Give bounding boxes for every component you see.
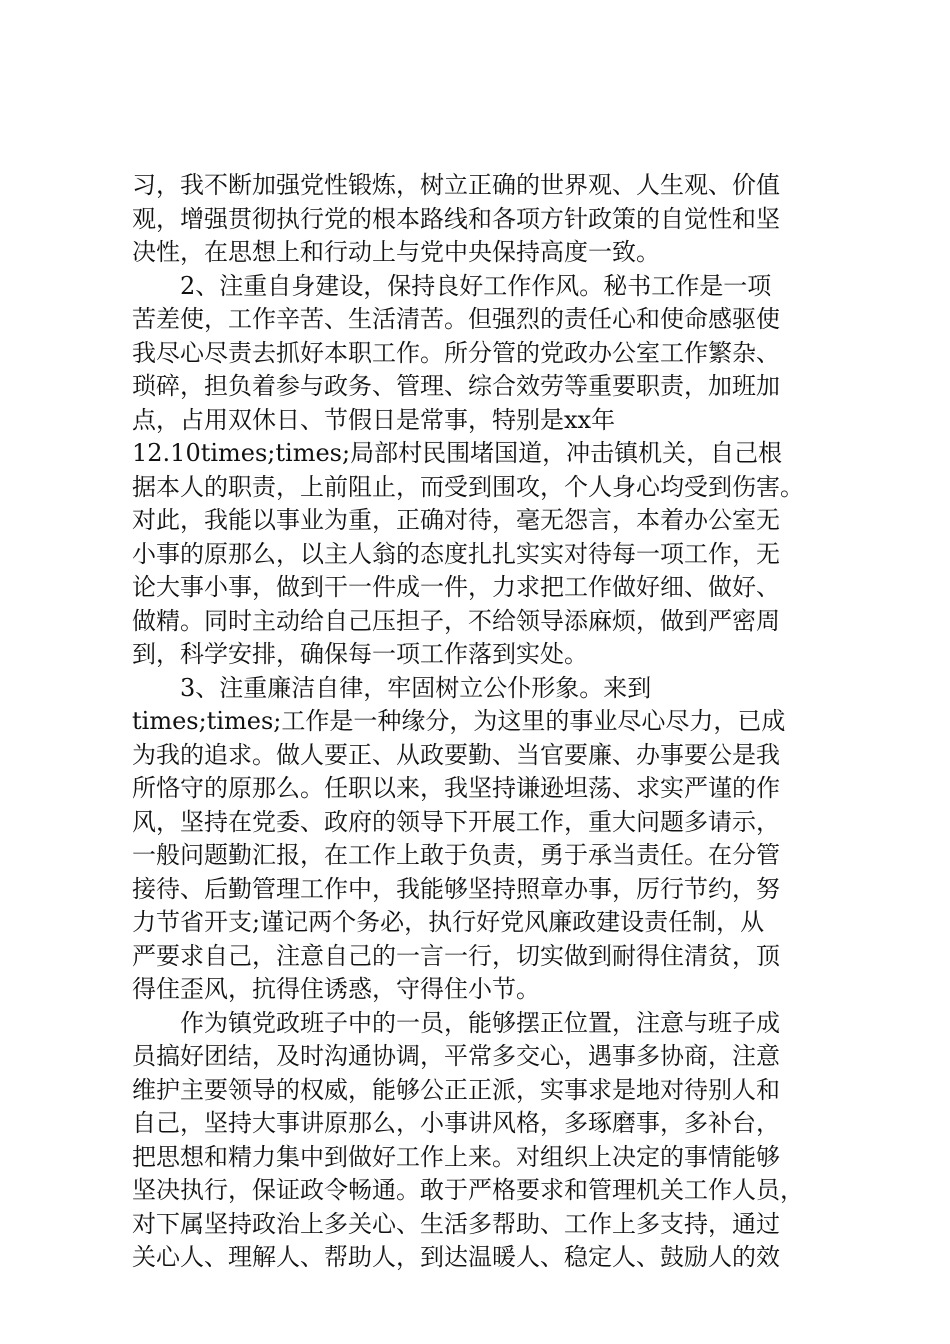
text-line: 为我的追求。做人要正、从政要勤、当官要廉、办事要公是我 bbox=[132, 740, 780, 769]
text-line: 得住歪风，抗得住诱惑，守得住小节。 bbox=[132, 975, 540, 1003]
text-line: 接待、后勤管理工作中，我能够坚持照章办事，厉行节约，努 bbox=[132, 874, 780, 903]
text-line: 自己，坚持大事讲原那么，小事讲风格，多琢磨事，多补台， bbox=[132, 1109, 780, 1137]
text-line: times;times;工作是一种缘分，为这里的事业尽心尽力，已成 bbox=[132, 707, 786, 735]
paragraph-start-line: 2、注重自身建设，保持良好工作作风。秘书工作是一项 bbox=[180, 271, 772, 300]
text-line: 力节省开支;谨记两个务必，执行好党风廉政建设责任制，从 bbox=[132, 908, 765, 936]
text-line: 关心人、理解人、帮助人，到达温暖人、稳定人、鼓励人的效 bbox=[132, 1243, 780, 1271]
text-line: 我尽心尽责去抓好本职工作。所分管的党政办公室工作繁杂、 bbox=[132, 338, 780, 367]
text-line: 一般问题勤汇报，在工作上敢于负责，勇于承当责任。在分管 bbox=[132, 841, 780, 869]
document-body bbox=[132, 169, 852, 1275]
text-line: 论大事小事，做到干一件成一件，力求把工作做好细、做好、 bbox=[132, 573, 780, 601]
text-line: 到，科学安排，确保每一项工作落到实处。 bbox=[132, 640, 588, 668]
text-line: 12.10times;times;局部村民围堵国道，冲击镇机关，自己根 bbox=[132, 439, 783, 467]
text-line: 琐碎，担负着参与政务、管理、综合效劳等重要职责，加班加 bbox=[132, 372, 780, 400]
paragraph-start-line: 作为镇党政班子中的一员，能够摆正位置，注意与班子成 bbox=[180, 1008, 780, 1037]
text-line: 严要求自己，注意自己的一言一行，切实做到耐得住清贫，顶 bbox=[132, 941, 780, 970]
text-line: 习，我不断加强党性锻炼，树立正确的世界观、人生观、价值 bbox=[132, 171, 780, 199]
text-line: 据本人的职责，上前阻止，而受到围攻，个人身心均受到伤害。 bbox=[132, 472, 804, 501]
text-line: 观，增强贯彻执行党的根本路线和各项方针政策的自觉性和坚 bbox=[132, 204, 780, 233]
text-line: 点，占用双休日、节假日是常事，特别是xx年 bbox=[132, 405, 616, 434]
text-line: 对此，我能以事业为重，正确对待，毫无怨言，本着办公室无 bbox=[132, 506, 780, 534]
text-line: 苦差使，工作辛苦、生活清苦。但强烈的责任心和使命感驱使 bbox=[132, 305, 780, 333]
text-line: 坚决执行，保证政令畅通。敢于严格要求和管理机关工作人员， bbox=[132, 1176, 804, 1204]
text-line: 小事的原那么，以主人翁的态度扎扎实实对待每一项工作，无 bbox=[132, 539, 780, 568]
text-line: 维护主要领导的权威，能够公正正派，实事求是地对待别人和 bbox=[132, 1075, 780, 1104]
paragraph-start-line: 3、注重廉洁自律，牢固树立公仆形象。来到 bbox=[180, 673, 652, 702]
text-line: 风，坚持在党委、政府的领导下开展工作，重大问题多请示， bbox=[132, 807, 780, 836]
text-line: 所恪守的原那么。任职以来，我坚持谦逊坦荡、求实严谨的作 bbox=[132, 774, 780, 802]
text-line: 对下属坚持政治上多关心、生活多帮助、工作上多支持，通过 bbox=[132, 1209, 780, 1238]
text-line: 把思想和精力集中到做好工作上来。对组织上决定的事情能够 bbox=[132, 1142, 780, 1171]
text-line: 员搞好团结，及时沟通协调，平常多交心，遇事多协商，注意 bbox=[132, 1042, 780, 1070]
text-line: 决性，在思想上和行动上与党中央保持高度一致。 bbox=[132, 238, 660, 266]
text-line: 做精。同时主动给自己压担子，不给领导添麻烦，做到严密周 bbox=[132, 606, 780, 635]
